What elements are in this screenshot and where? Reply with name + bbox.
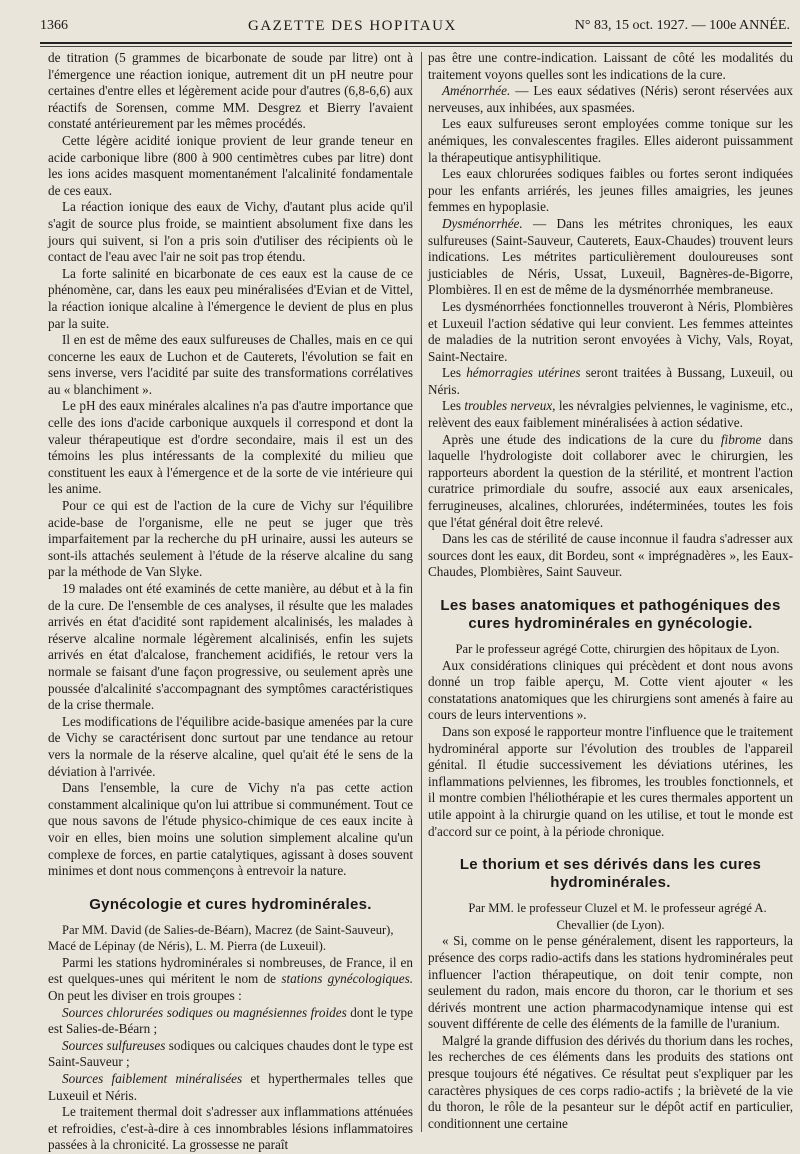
paragraph: Dans l'ensemble, la cure de Vichy n'a pas cette action constamment alcalinique qu'on lui attribue si communément. Tout ce que nous savons de l'étude physico-chimique de ces eaux incite à voir en elles, bien moins une solution simplement alcaline qu'un complexe de forces, en partie catalytiques, agissant à doses souvent minimes et dont nous commençons à entrevoir la nature. (48, 780, 413, 879)
column-divider (421, 52, 422, 1132)
text-run: — Dans les métrites chroniques, les eaux sulfureuses (Saint-Sauveur, Cauterets, Eaux-Chaudes) trouvent leurs indications. Les métrites particulièrement douloureuses sont justiciables de Néris, Ussat, Luxeuil, Bagnères-de-Bigorre, Plombières. Il en est de même de la dysménorrhée membraneuse. (428, 215, 793, 298)
italic-term: stations gynécologiques. (281, 971, 413, 987)
header-rule-thick (40, 42, 792, 44)
paragraph: pas être une contre-indication. Laissant de côté les modalités du traitement voyons quelles sont les indications de la cure. (428, 50, 793, 82)
text-run: Après une étude des indications de la cure du (442, 431, 721, 447)
paragraph: Il en est de même des eaux sulfureuses de Challes, mais en ce qui concerne les eaux de Luchon et de Cauterets, l'évolution se fait en sens inverse, vers l'acidité par suite des transformations corrélatives au « blanchiment ». (48, 332, 413, 397)
paragraph: de titration (5 grammes de bicarbonate de soude par litre) ont à l'émergence une réaction ionique, autrement dit un pH neutre pour certaines d'entre elles et légèrement acide pour d'autres (6,8-6,6) aux réactifs de Sorensen, comme MM. Desgrez et Bierry l'avaient constaté antérieurement par les mêmes procédés. (48, 50, 413, 132)
italic-term: hémorragies utérines (466, 365, 581, 381)
text-run: sodiques ou calciques chaudes dont le type est Saint-Sauveur ; (48, 1037, 413, 1070)
paragraph: Pour ce qui est de l'action de la cure de Vichy sur l'équilibre acide-base de l'organisme, elle ne peut se juger que très imparfaitement par la recherche du pH urinaire, aussi les auteurs se sont-ils attachés seulement à l'étude de la réserve alcaline du sang par la méthode de Van Slyke. (48, 498, 413, 580)
right-column (428, 50, 793, 1132)
paragraph: 19 malades ont été examinés de cette manière, au début et à la fin de la cure. De l'ensemble de ces analyses, il résulte que les malades arrivés en état d'acidité sont rapidement alcalinisés, les malades à réserve alcaline normale légèrement alcalinisés, enfin les sujets arrivés en état d'alcalose, franchement acidifiés, le retour vers la normale se faisant d'une façon progressive, ou seulement après une poussée d'alcalinité s'accompagnant des symptômes caractéristiques de la crise thermale. (48, 581, 413, 713)
text-run: seront traitées à Bussang, Luxeuil, ou Néris. (428, 365, 793, 397)
paragraph: Dans son exposé le rapporteur montre l'influence que le traitement hydrominéral apporte sur l'évolution des troubles de l'appareil génital. Il étudie successivement les déviations utérines, les inflammations pelviennes, les fibromes, les troubles fonctionnels, et il montre combien l'héliothérapie et les cures thermales apportent un utile appoint à la chirurgie quand on les utilise, et tout le monde est d'accord sur ce point, à la période chronique. (428, 723, 793, 839)
italic-term: Dysménorrhée. (442, 215, 523, 231)
italic-term: Sources sulfureuses (62, 1037, 166, 1053)
paragraph (48, 1038, 413, 1071)
italic-term: Sources faiblement minéralisées (62, 1071, 243, 1087)
header-rule-thin (40, 46, 792, 47)
paragraph: Le traitement thermal doit s'adresser aux inflammations atténuées et refroidies, c'est-à-dire à ces innombrables lésions inflammatoires passées à la chronicité. La grossesse ne paraît (48, 1104, 413, 1153)
page-number: 1366 (40, 18, 68, 33)
section-byline: Par MM. David (de Salies-de-Béarn), Macrez (de Saint-Sauveur), Macé de Lépinay (de Néris), L. M. Pierra (de Luxeuil). (48, 922, 394, 954)
paragraph: Les modifications de l'équilibre acide-basique amenées par la cure de Vichy se caractérisent donc surtout par une tendance au retour vers la normale de la réserve alcaline, quel qu'ait été le sens de la déviation à l'arrivée. (48, 713, 413, 779)
paragraph: Aux considérations cliniques qui précèdent et dont nous avons donné un trop faible aperçu, M. Cotte vient ajouter « les constatations anatomiques que les chirurgiens sont amenés à faire au cours de leurs interventions ». (428, 657, 793, 723)
left-column (48, 50, 413, 1153)
paragraph: La forte salinité en bicarbonate de ces eaux est la cause de ce phénomène, car, dans les eaux peu minéralisées d'Evian et de Vittel, la réaction ionique alcaline à l'émergence le devient de plus en plus par la suite. (48, 265, 413, 331)
section-title: Les bases anatomiques et pathogéniques des cures hydrominérales en gynécologie. (440, 597, 781, 632)
text-run: — Les eaux sédatives (Néris) seront réservées aux nerveuses, aux inhibées, aux spasmées. (428, 83, 793, 115)
journal-title: GAZETTE DES HOPITAUX (248, 18, 457, 34)
issue-info: N° 83, 15 oct. 1927. — 100e ANNÉE. (574, 18, 790, 33)
paragraph (428, 398, 793, 431)
paragraph: « Si, comme on le pense généralement, disent les rapporteurs, la présence des corps radio-actifs dans les stations hydrominérales peut influencer l'action thérapeutique, on doit tenir compte, non seulement du radon, mais encore du thoron, car le thorium et ses dérivés montrent une action pharmacodynamique intense qui est souvent différente de celle des éléments de la famille de l'uranium. (428, 933, 793, 1032)
italic-term: fibrome (720, 431, 762, 447)
paragraph (48, 1071, 413, 1104)
paragraph (428, 432, 793, 532)
text-run: et hyperthermales telles que Luxeuil et Néris. (48, 1071, 413, 1103)
italic-term: troubles nerveux, (464, 398, 556, 414)
paragraph: Les eaux sulfureuses seront employées comme tonique sur les anémiques, les convalescentes fragiles. Elles aideront puissamment la thérapeutique antisyphilitique. (428, 116, 793, 165)
text-run: Les (442, 398, 465, 414)
paragraph: Le pH des eaux minérales alcalines n'a pas d'autre importance que celle des ions d'acide carbonique auxquels il correspond et dont la valeur thérapeutique est d'ordre secondaire, mais il est un des témoins les plus intéressants de la complexité du milieu que constituent les eaux à l'émergence et de la sorte de vie intérieure qui les anime. (48, 398, 413, 497)
italic-term: Sources chlorurées sodiques ou magnésiennes froides (62, 1004, 347, 1020)
paragraph: Les eaux chlorurées sodiques faibles ou fortes seront indiquées pour les enfants arriérés, les jeunes filles amaigries, les jeunes femmes en hypoplasie. (428, 166, 793, 215)
page-header (40, 18, 790, 38)
text-run: On peut les diviser en trois groupes : (48, 988, 242, 1004)
section-title: Le thorium et ses dérivés dans les cures hydrominérales. (459, 856, 762, 892)
paragraph: Les dysménorrhées fonctionnelles trouveront à Néris, Plombières et Luxeuil l'action sédative qui leur convient. Les femmes atteintes de maladies de la nutrition seront envoyées à Vichy, Vals, Royat, Saint-Nectaire. (428, 298, 793, 364)
text-run: Parmi les stations hydrominérales si nombreuses, de France, il en est quelques-unes qui méritent le nom de (48, 954, 413, 987)
text-run: les névralgies pelviennes, le vaginisme, etc., relèvent des eaux faiblement minéralisées à action sédative. (428, 398, 793, 431)
section-title: Gynécologie et cures hydrominérales. (89, 895, 372, 913)
text-run: Les (442, 365, 467, 381)
italic-term: Aménorrhée. (442, 83, 511, 99)
section-byline: Par le professeur agrégé Cotte, chirurgien des hôpitaux de Lyon. (455, 642, 780, 656)
paragraph: Malgré la grande diffusion des dérivés du thorium dans les roches, les recherches de ces éléments dans les produits des stations ont presque toujours été négatives. Ce résultat peut s'expliquer par les caractères physiques de ces corps radio-actifs ; la brièveté de la vie du thoron, le rôle de la pesanteur sur le dépôt actif en particulier, conditionnent une certaine (428, 1032, 793, 1131)
paragraph (428, 83, 793, 116)
paragraph: La réaction ionique des eaux de Vichy, d'autant plus acide qu'il s'agit de source plus froide, se maintient absolument fixe dans les jours qui suivent, si l'on a pris soin d'utiliser des récipients où le contact de l'eau avec l'air ne soit pas trop étendu. (48, 199, 413, 265)
paragraph (428, 365, 793, 398)
paragraph: Cette légère acidité ionique provient de leur grande teneur en acide carbonique libre (800 à 900 centimètres cubes par litre) dont les ions acides masquent momentanément l'alcalinité fondamentale de ces eaux. (48, 132, 413, 198)
text-run: dont le type est Salies-de-Béarn ; (48, 1004, 413, 1037)
paragraph (48, 955, 413, 1005)
paragraph (48, 1005, 413, 1038)
paragraph (428, 216, 793, 299)
section-byline: Par MM. le professeur Cluzel et M. le professeur agrégé A. Chevallier (de Lyon). (468, 901, 767, 932)
text-run: dans laquelle l'hydrologiste doit collaborer avec le chirurgien, les rapporteurs abordent la question de la stérilité, et montrent l'action curatrice primordiale du soufre, associé aux eaux arsenicales, ferrugineuses, alcalines, chlorurées, indéterminées, toutes les fois que l'état général doit être relevé. (428, 431, 793, 530)
paragraph: Dans les cas de stérilité de cause inconnue il faudra s'adresser aux sources dont les eaux, dit Bordeu, sont « imprégnadères », les Eaux-Chaudes, Plombières, Saint Sauveur. (428, 531, 793, 580)
